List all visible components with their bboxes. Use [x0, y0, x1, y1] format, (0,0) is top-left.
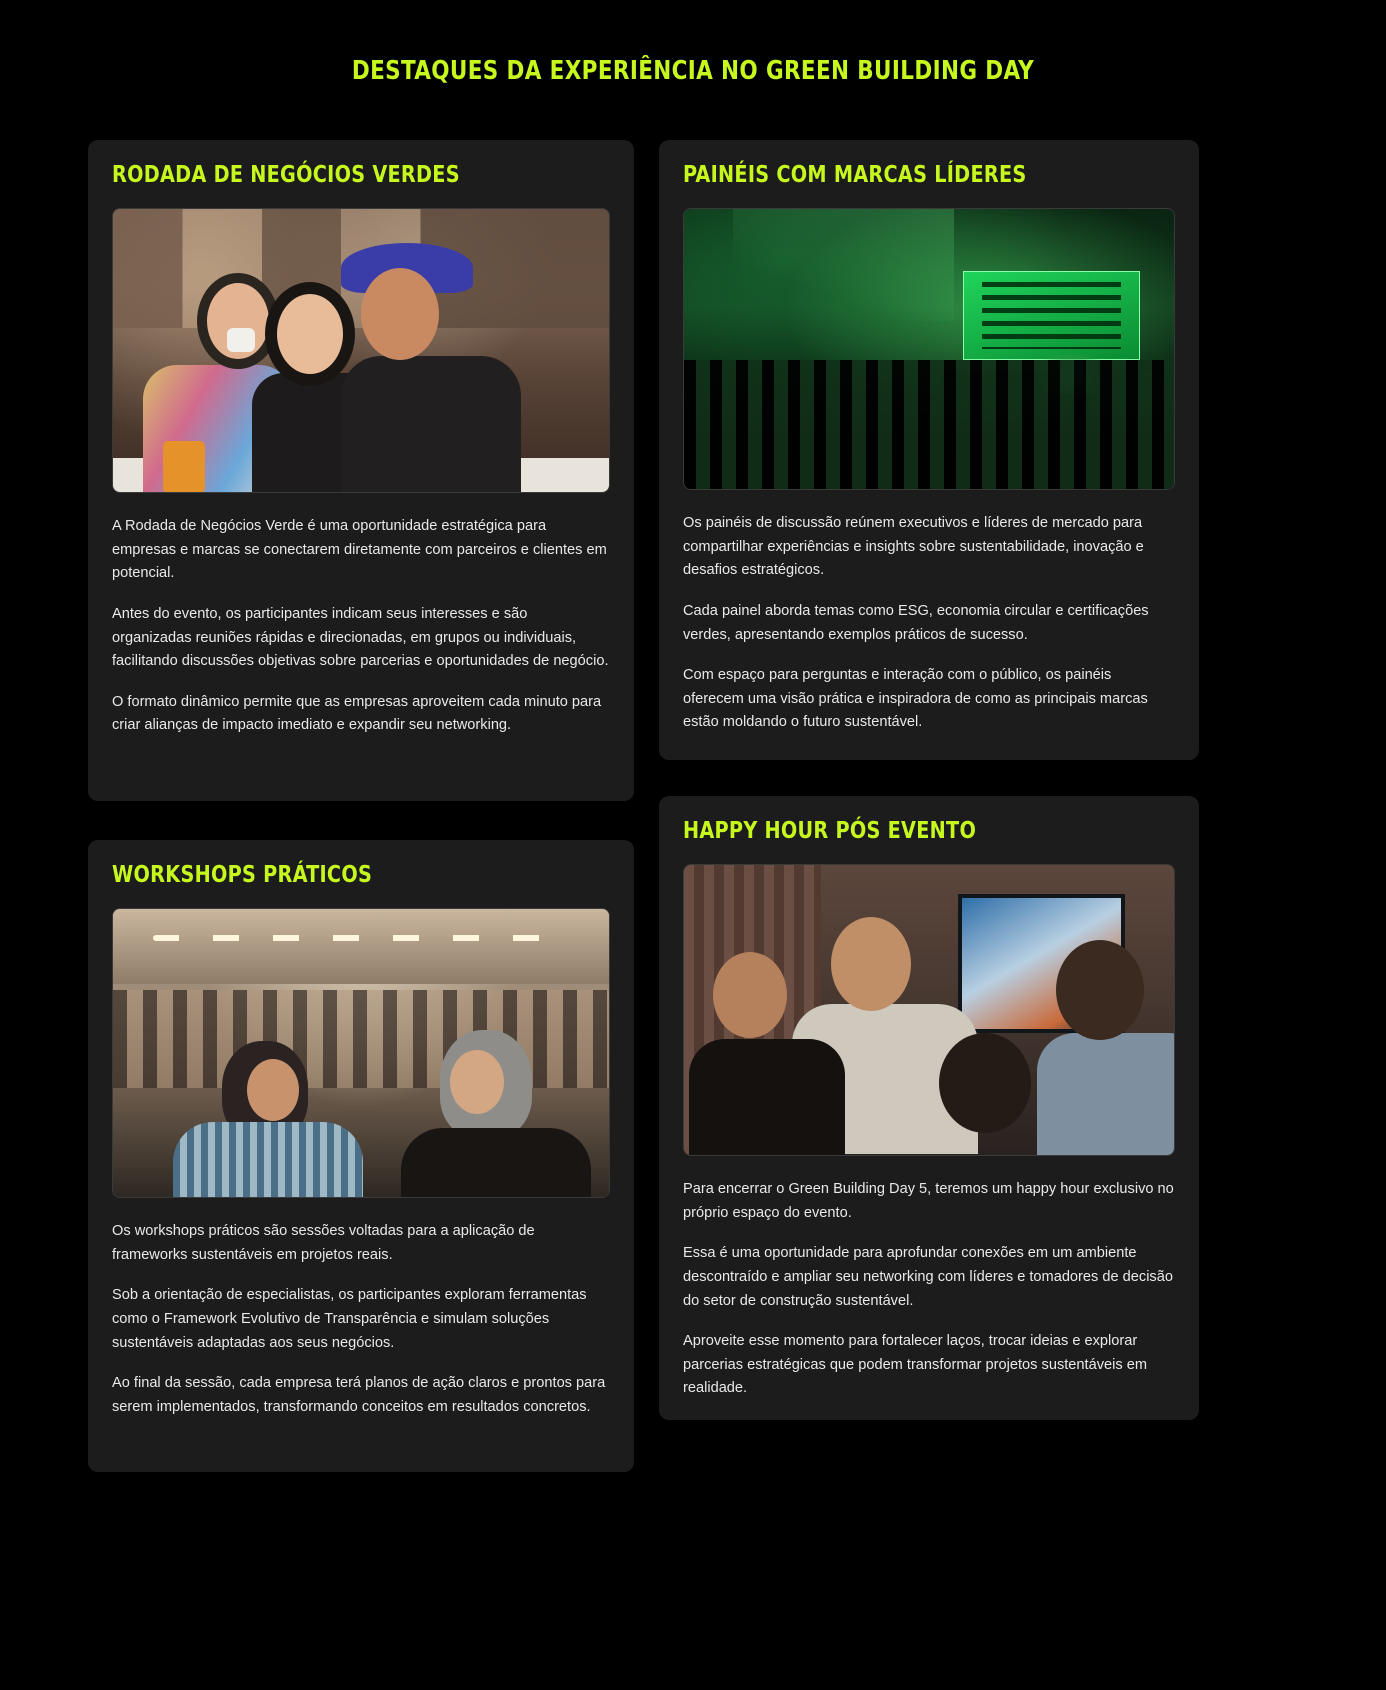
card-body — [112, 1220, 610, 1419]
card-paragraph: Essa é uma oportunidade para aprofundar conexões em um ambiente descontraído e ampliar seu networking com líderes e tomadores de decisão do setor de construção sustentável. — [683, 1245, 1173, 1309]
card-paragraph: A Rodada de Negócios Verde é uma oportunidade estratégica para empresas e marcas se conectarem diretamente com parceiros e clientes em potencial. — [112, 518, 607, 582]
card-image-rodada-de-negocios — [112, 208, 610, 493]
card-paragraph: O formato dinâmico permite que as empresas aproveitem cada minuto para criar alianças de impacto imediato e expandir seu networking. — [112, 693, 602, 734]
card-image-happy-hour — [683, 864, 1175, 1156]
card-title: HAPPY HOUR PÓS EVENTO — [683, 818, 977, 844]
card-paragraph: Com espaço para perguntas e interação com o público, os painéis oferecem uma visão prática e inspiradora de como as principais marcas estão moldando o futuro sustentável. — [683, 667, 1148, 731]
card-paragraph: Antes do evento, os participantes indicam seus interesses e são organizadas reuniões rápidas e direcionadas, em grupos ou individuais, facilitando discussões objetivas sobre parcerias e oportunidades de negócio. — [112, 605, 609, 670]
card-rodada-de-negocios-verdes — [88, 140, 634, 801]
card-paragraph: Os workshops práticos são sessões voltadas para a aplicação de frameworks sustentáveis em projetos reais. — [112, 1223, 535, 1263]
card-paineis-com-marcas-lideres — [659, 140, 1199, 760]
card-paragraph: Cada painel aborda temas como ESG, economia circular e certificações verdes, apresentando exemplos práticos de sucesso. — [683, 602, 1149, 643]
card-body — [112, 515, 610, 738]
card-title: PAINÉIS COM MARCAS LÍDERES — [683, 162, 1027, 188]
page-title: DESTAQUES DA EXPERIÊNCIA NO GREEN BUILDING DAY — [351, 56, 1035, 86]
card-paragraph: Para encerrar o Green Building Day 5, teremos um happy hour exclusivo no próprio espaço do evento. — [683, 1181, 1174, 1221]
card-paragraph: Aproveite esse momento para fortalecer laços, trocar ideias e explorar parcerias estratégicas que podem transformar projetos sustentáveis em realidade. — [683, 1333, 1147, 1397]
card-image-paineis — [683, 208, 1175, 490]
card-body — [683, 1178, 1175, 1401]
card-happy-hour-pos-evento — [659, 796, 1199, 1420]
card-paragraph: Sob a orientação de especialistas, os participantes exploram ferramentas como o Framework Evolutivo de Transparência e simulam soluções sustentáveis adaptadas aos seus negócios. — [112, 1287, 587, 1351]
card-title: RODADA DE NEGÓCIOS VERDES — [112, 162, 460, 188]
card-title: WORKSHOPS PRÁTICOS — [112, 862, 373, 888]
card-image-workshops — [112, 908, 610, 1198]
card-workshops-praticos — [88, 840, 634, 1472]
card-body — [683, 512, 1175, 735]
card-paragraph: Os painéis de discussão reúnem executivos e líderes de mercado para compartilhar experiências e insights sobre sustentabilidade, inovação e desafios estratégicos. — [683, 515, 1144, 579]
card-paragraph: Ao final da sessão, cada empresa terá planos de ação claros e prontos para serem implementados, transformando conceitos em resultados concretos. — [112, 1375, 606, 1415]
